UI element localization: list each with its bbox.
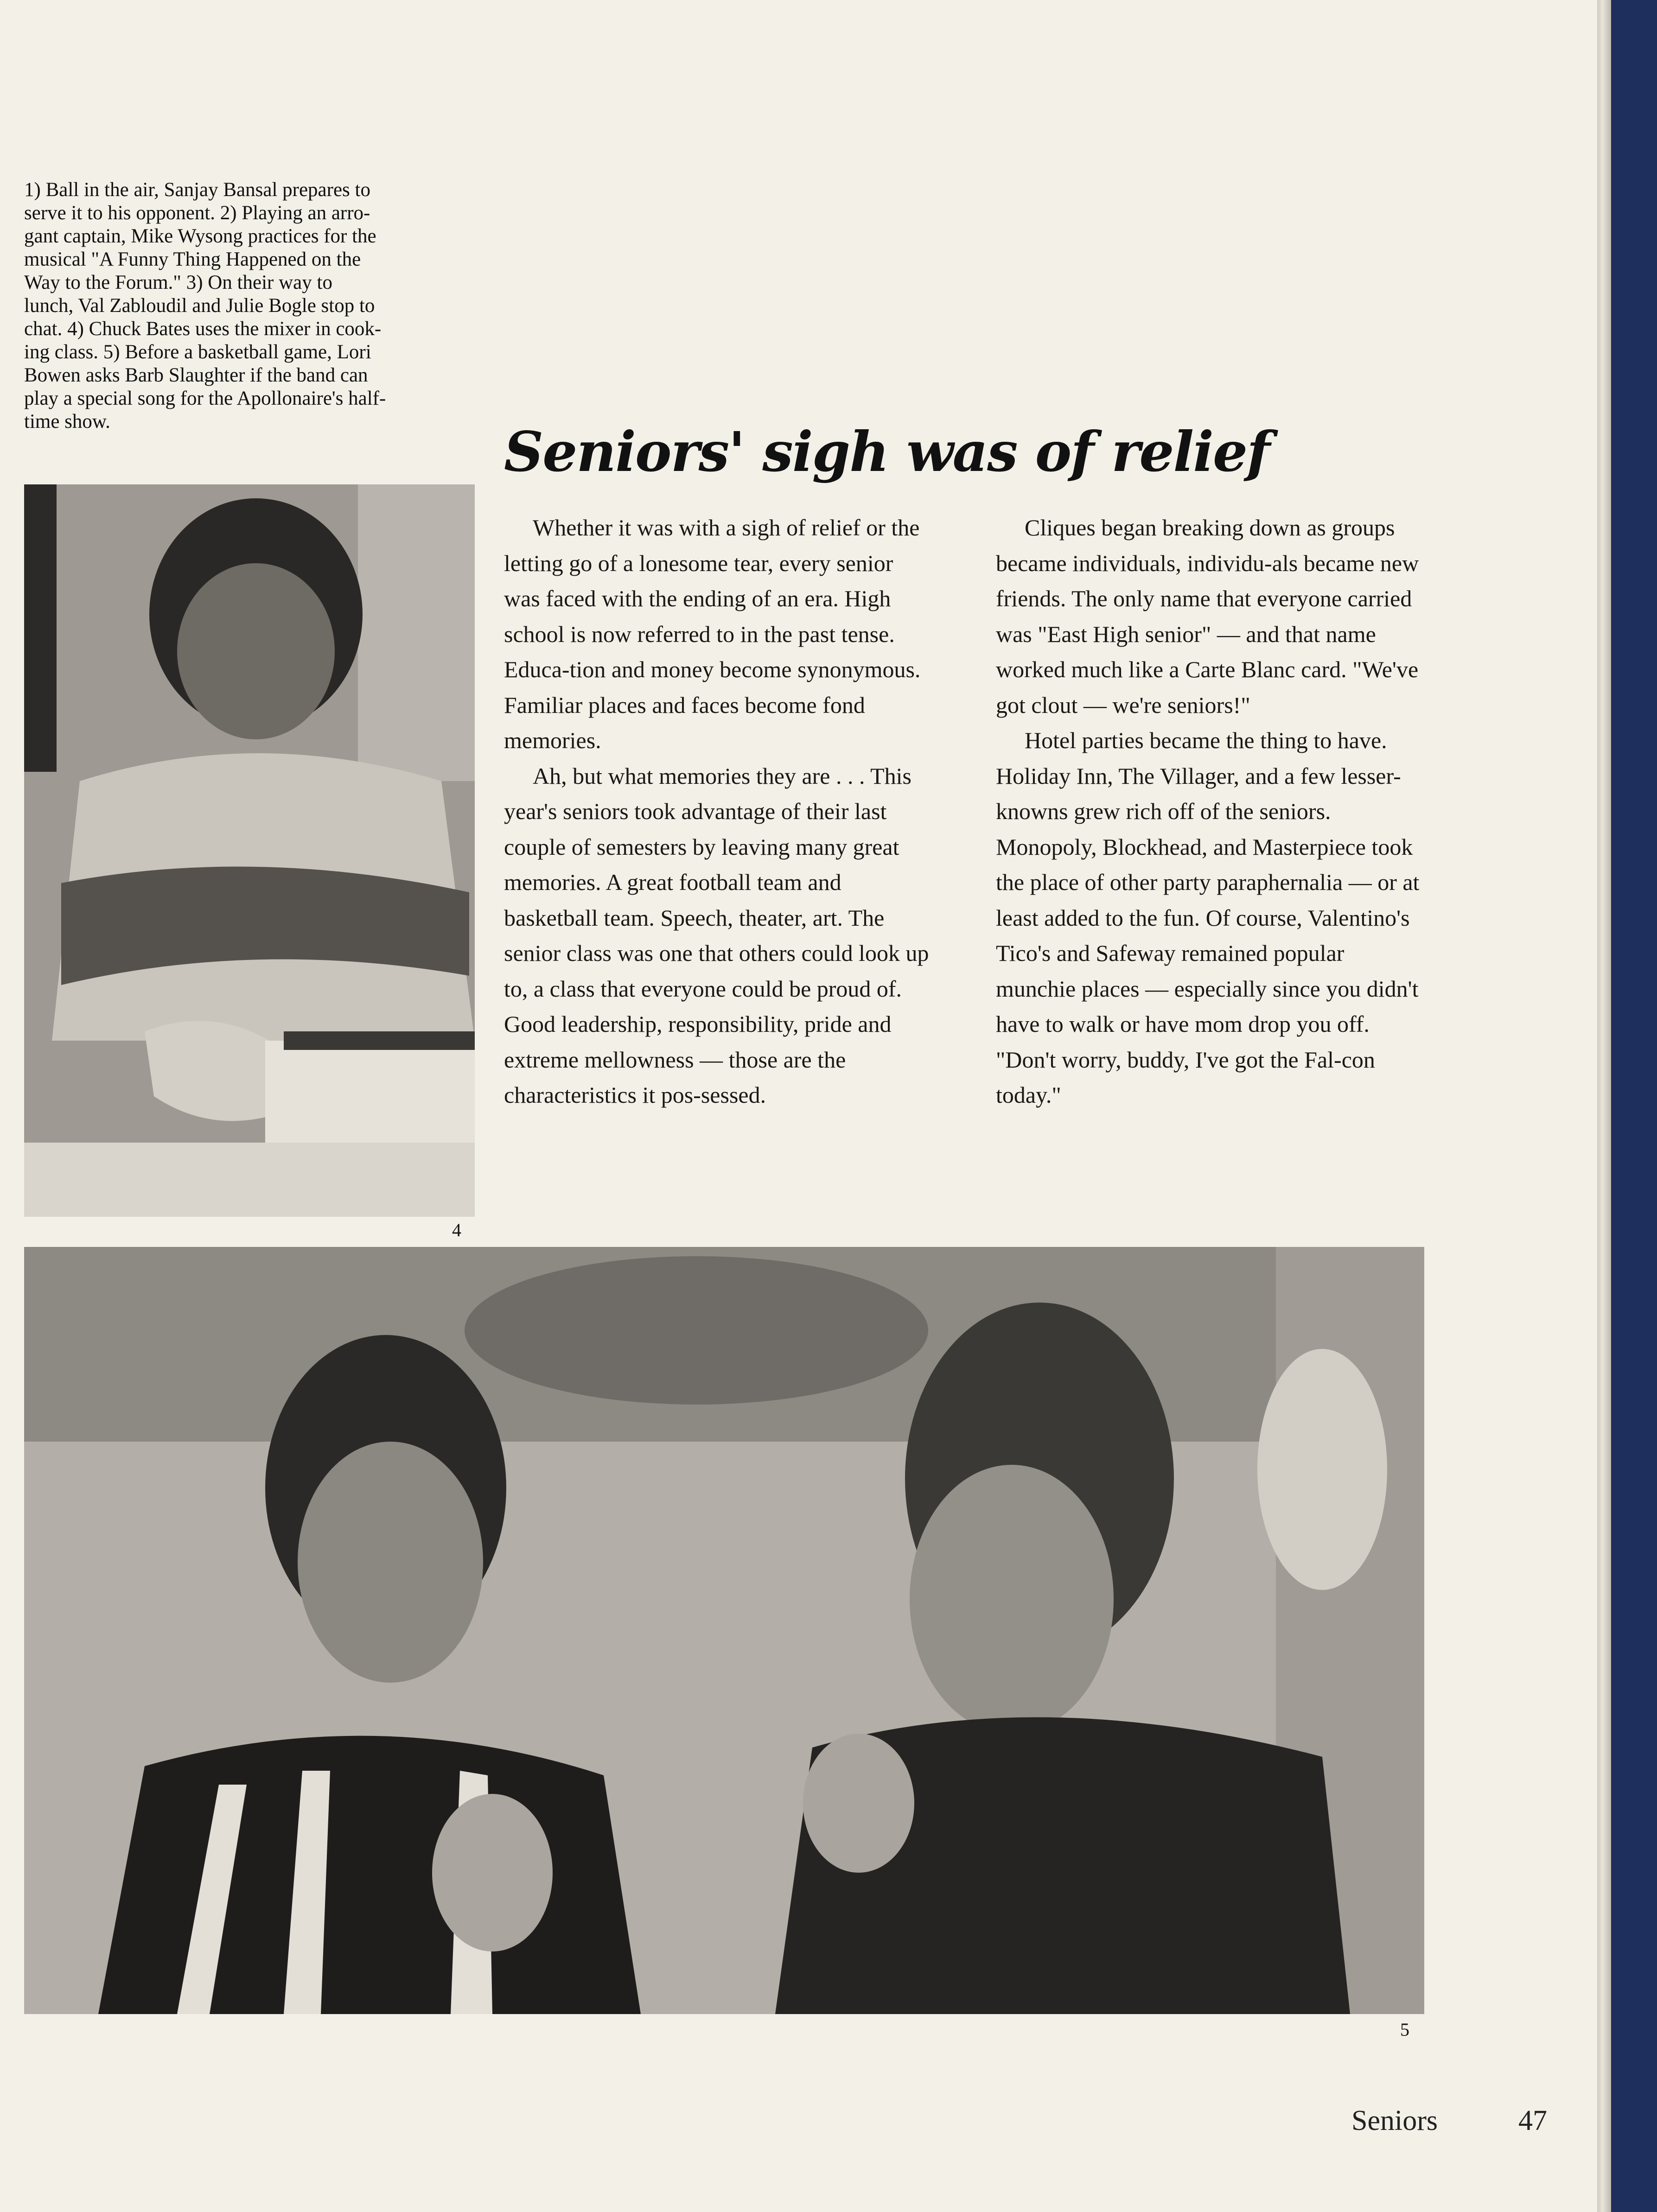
page-edge	[1597, 0, 1611, 2212]
article-paragraph: Ah, but what memories they are . . . This year's seniors took advantage of their last couple of semesters by leaving many great memories. A great football team and basketball team. Speech, theater, art. The senior class was one that others could look up to, a class that everyone could be proud of. Good leadership, responsibility, pride and extreme mellowness — those are the characteristics it pos-sessed.	[504, 763, 929, 1108]
caption-line: 1) Ball in the air, Sanjay Bansal prepares to	[24, 179, 370, 201]
article-paragraph: Whether it was with a sigh of relief or the letting go of a lonesome tear, every senior was faced with the ending of an era. High school is now referred to in the past tense. Educa-tion and money become synonymous. Familiar places and faces become fond memories.	[504, 515, 921, 753]
article-column-left	[504, 510, 930, 1113]
footer-section-label: Seniors	[1351, 2105, 1438, 2136]
caption-line: Bowen asks Barb Slaughter if the band can	[24, 364, 368, 386]
photo-5-illustration	[24, 1247, 1424, 2014]
caption-line: chat. 4) Chuck Bates uses the mixer in cook-	[24, 318, 382, 340]
article-headline: Seniors' sigh was of relief	[504, 420, 1269, 484]
photo-lori-bowen-barb-slaughter	[24, 1247, 1424, 2014]
caption-line: gant captain, Mike Wysong practices for the	[24, 225, 376, 247]
photo-4-number: 4	[452, 1220, 461, 1240]
footer-page-number: 47	[1518, 2105, 1547, 2136]
article-paragraph: Hotel parties became the thing to have. Holiday Inn, The Villager, and a few lesser-knowns grew rich off of the seniors. Monopoly, Blockhead, and Masterpiece took the place of other party paraphernalia — or at least added to the fun. Of course, Valentino's Tico's and Safeway remained popular munchie places — especially since you didn't have to walk or have mom drop you off. "Don't worry, buddy, I've got the Fal-con today."	[996, 727, 1420, 1108]
photo-4-illustration	[24, 484, 475, 1217]
caption-line: musical "A Funny Thing Happened on the	[24, 248, 361, 270]
caption-line: lunch, Val Zabloudil and Julie Bogle stop to	[24, 295, 375, 317]
photo-captions	[24, 178, 476, 433]
article-column-right	[996, 510, 1422, 1113]
photo-5-number: 5	[1400, 2019, 1409, 2040]
book-cover-edge	[1611, 0, 1657, 2212]
article-paragraph: Cliques began breaking down as groups became individuals, individu-als became new friends. The only name that everyone carried was "East High senior" — and that name worked much like a Carte Blanc card. "We've got clout — we're seniors!"	[996, 515, 1419, 718]
caption-line: time show.	[24, 411, 110, 432]
caption-line: Way to the Forum." 3) On their way to	[24, 272, 332, 293]
caption-line: play a special song for the Apollonaire's half-	[24, 388, 386, 409]
photo-chuck-bates-cooking	[24, 484, 475, 1217]
caption-line: ing class. 5) Before a basketball game, Lori	[24, 341, 371, 363]
caption-line: serve it to his opponent. 2) Playing an arro-	[24, 202, 370, 224]
